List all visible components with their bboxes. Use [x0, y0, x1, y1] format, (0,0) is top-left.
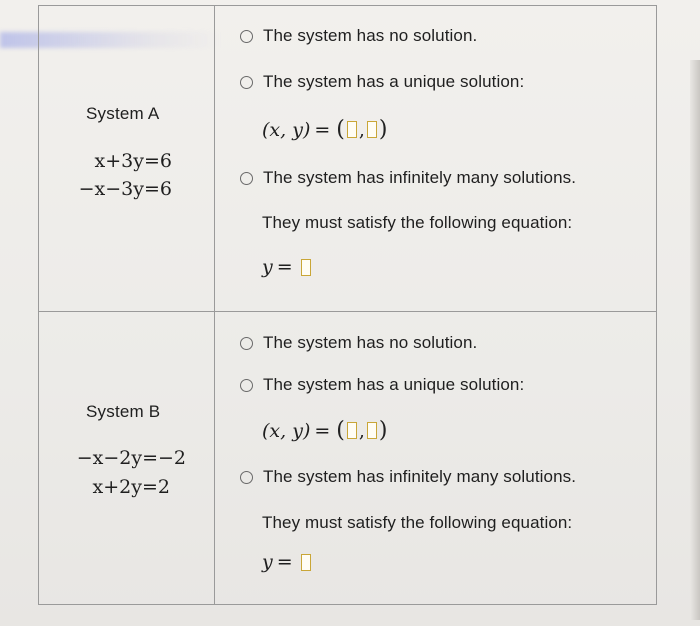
- option-label: The system has no solution.: [263, 26, 478, 45]
- option-label: The system has infinitely many solutions.: [263, 168, 577, 187]
- system-b-option-no-solution[interactable]: [240, 333, 477, 353]
- system-a-title: System A: [86, 104, 160, 123]
- y-answer-box[interactable]: [367, 121, 377, 138]
- system-b-option-infinite[interactable]: [240, 467, 576, 487]
- system-a-unique-solution-entry: [262, 117, 388, 142]
- radio-button-icon[interactable]: [240, 337, 253, 350]
- system-b-title: System B: [86, 402, 161, 421]
- radio-button-icon[interactable]: [240, 379, 253, 392]
- radio-button-icon[interactable]: [240, 471, 253, 484]
- system-a-equation-1: x+3y=6: [94, 150, 172, 172]
- radio-button-icon[interactable]: [240, 172, 253, 185]
- left-paren: (: [336, 418, 345, 443]
- option-label: The system has infinitely many solutions.: [263, 467, 577, 486]
- column-divider: [214, 5, 215, 605]
- page-edge: [690, 60, 700, 620]
- y-answer-box[interactable]: [367, 422, 377, 439]
- system-b-satisfy-text: They must satisfy the following equation:: [262, 513, 573, 532]
- left-paren: (: [336, 117, 345, 142]
- system-b-option-unique[interactable]: [240, 375, 524, 395]
- xy-label: (x, y): [262, 419, 311, 442]
- system-a-option-no-solution[interactable]: [240, 26, 477, 46]
- xy-label: (x, y): [262, 118, 311, 141]
- right-paren: ): [378, 418, 388, 443]
- option-label: The system has a unique solution:: [263, 72, 525, 91]
- radio-button-icon[interactable]: [240, 30, 253, 43]
- comma: ,: [358, 419, 365, 442]
- system-a-y-equation-entry: [262, 256, 311, 278]
- equals-sign: =: [314, 118, 331, 141]
- system-a-satisfy-text: They must satisfy the following equation:: [262, 213, 573, 232]
- system-a-option-unique[interactable]: [240, 72, 524, 92]
- row-divider: [38, 311, 657, 312]
- system-b-equation-2: x+2y=2: [92, 476, 170, 498]
- y-label: y: [262, 551, 273, 573]
- system-b-equation-1: −x−2y=−2: [76, 447, 186, 469]
- equals-sign: =: [314, 419, 331, 442]
- x-answer-box[interactable]: [347, 121, 357, 138]
- system-b-unique-solution-entry: [262, 418, 388, 443]
- option-label: The system has no solution.: [263, 333, 478, 352]
- option-label: The system has a unique solution:: [263, 375, 525, 394]
- y-label: y: [262, 256, 273, 278]
- y-expression-box[interactable]: [301, 259, 311, 276]
- equals-sign: =: [276, 551, 293, 573]
- equals-sign: =: [276, 256, 293, 278]
- y-expression-box[interactable]: [301, 554, 311, 571]
- x-answer-box[interactable]: [347, 422, 357, 439]
- right-paren: ): [378, 117, 388, 142]
- system-b-y-equation-entry: [262, 551, 311, 573]
- system-a-equation-2: −x−3y=6: [78, 178, 172, 200]
- system-a-option-infinite[interactable]: [240, 168, 576, 188]
- radio-button-icon[interactable]: [240, 76, 253, 89]
- comma: ,: [358, 118, 365, 141]
